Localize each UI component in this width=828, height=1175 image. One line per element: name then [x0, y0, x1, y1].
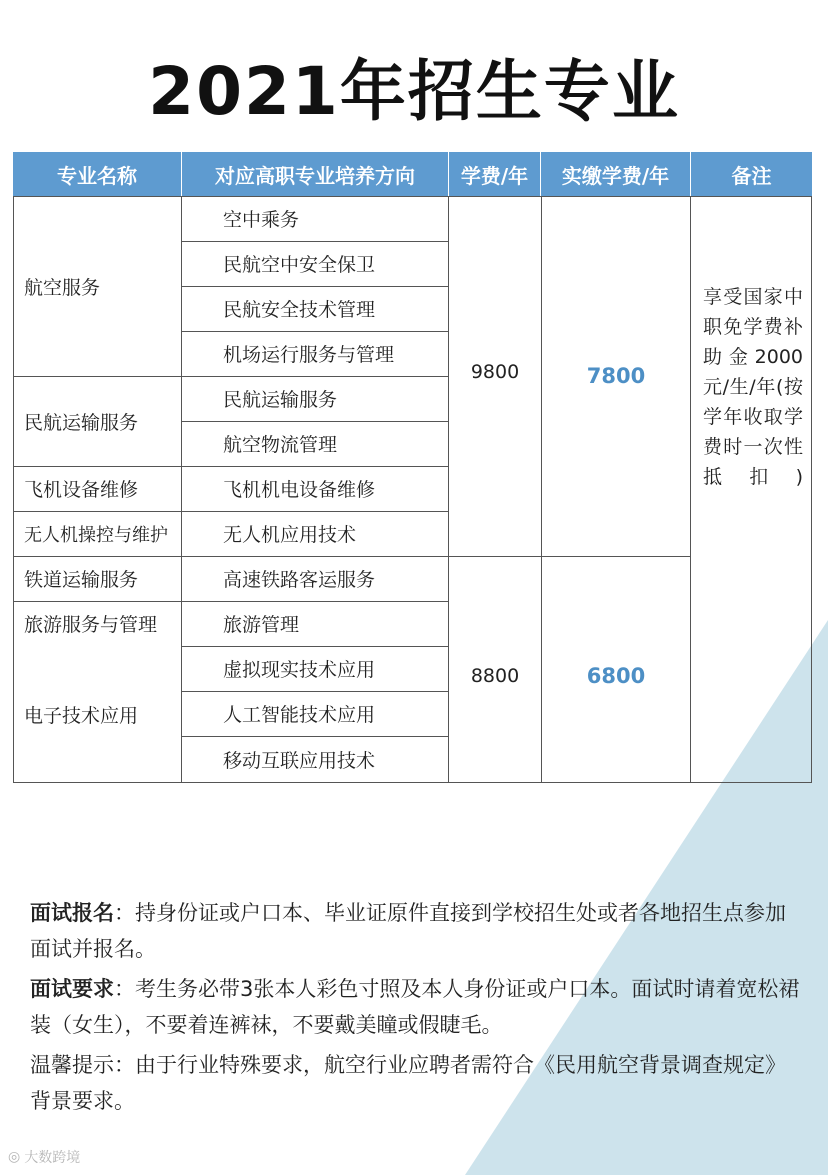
- notes-section: [30, 895, 800, 1123]
- direction-cell: 民航安全技术管理: [223, 299, 376, 321]
- tuition-cell: 9800: [470, 361, 520, 383]
- table-border: [811, 196, 812, 783]
- note-text: 温馨提示：由于行业特殊要求，航空行业应聘者需符合《民用航空背景调查规定》背景要求。: [30, 1053, 786, 1113]
- watermark: [8, 1147, 80, 1167]
- paid-fee-cell: 6800: [586, 664, 646, 688]
- direction-cell: 机场运行服务与管理: [223, 344, 395, 366]
- direction-cell: 航空物流管理: [223, 434, 338, 456]
- tuition-cell: 8800: [470, 665, 520, 687]
- note-tip: [30, 1047, 800, 1119]
- direction-cell: 虚拟现实技术应用: [223, 659, 376, 681]
- direction-cell: 高速铁路客运服务: [223, 569, 376, 591]
- header-paid: 实缴学费/年: [541, 152, 690, 196]
- header-tuition: 学费/年: [449, 152, 540, 196]
- direction-cell: 飞机机电设备维修: [223, 479, 376, 501]
- watermark-logo-icon: ◎: [8, 1149, 21, 1165]
- direction-cell: 民航运输服务: [223, 389, 338, 411]
- header-remark: 备注: [691, 152, 812, 196]
- note-label: 面试要求: [30, 977, 114, 1001]
- remark-cell: 享受国家中职免学费补助金2000元/生/年(按学年收取学费时一次性抵扣): [703, 286, 803, 488]
- page-title: 2021年招生专业: [148, 53, 680, 130]
- direction-cell: 旅游管理: [223, 614, 300, 636]
- major-cell: 无人机操控与维护: [24, 524, 168, 546]
- direction-cell: 空中乘务: [223, 209, 300, 231]
- header-direction: 对应高职专业培养方向: [182, 152, 448, 196]
- direction-cell: 民航空中安全保卫: [223, 254, 376, 276]
- note-label: 面试报名: [30, 901, 114, 925]
- direction-cell: 移动互联应用技术: [223, 749, 376, 772]
- major-cell: 旅游服务与管理: [24, 614, 158, 636]
- note-text: ：持身份证或户口本、毕业证原件直接到学校招生处或者各地招生点参加面试并报名。: [30, 901, 786, 961]
- note-text: ：考生务必带3张本人彩色寸照及本人身份证或户口本。面试时请着宽松裙装（女生），不要着连裤袜，不要戴美瞳或假睫毛。: [30, 977, 800, 1037]
- header-major: 专业名称: [13, 152, 181, 196]
- note-requirements: [30, 971, 800, 1043]
- watermark-text: 大数跨境: [24, 1150, 81, 1166]
- note-registration: [30, 895, 800, 967]
- major-cell: 铁道运输服务: [24, 569, 139, 591]
- major-cell: 飞机设备维修: [24, 479, 139, 501]
- paid-fee-cell: 7800: [586, 364, 646, 388]
- major-cell: 民航运输服务: [24, 411, 139, 434]
- table-border: [13, 782, 812, 783]
- table-border: [690, 196, 691, 783]
- major-cell: 电子技术应用: [24, 704, 139, 727]
- direction-cell: 人工智能技术应用: [223, 704, 376, 726]
- direction-cell: 无人机应用技术: [223, 524, 357, 546]
- enrollment-table: [13, 152, 812, 783]
- major-cell: 航空服务: [24, 276, 101, 299]
